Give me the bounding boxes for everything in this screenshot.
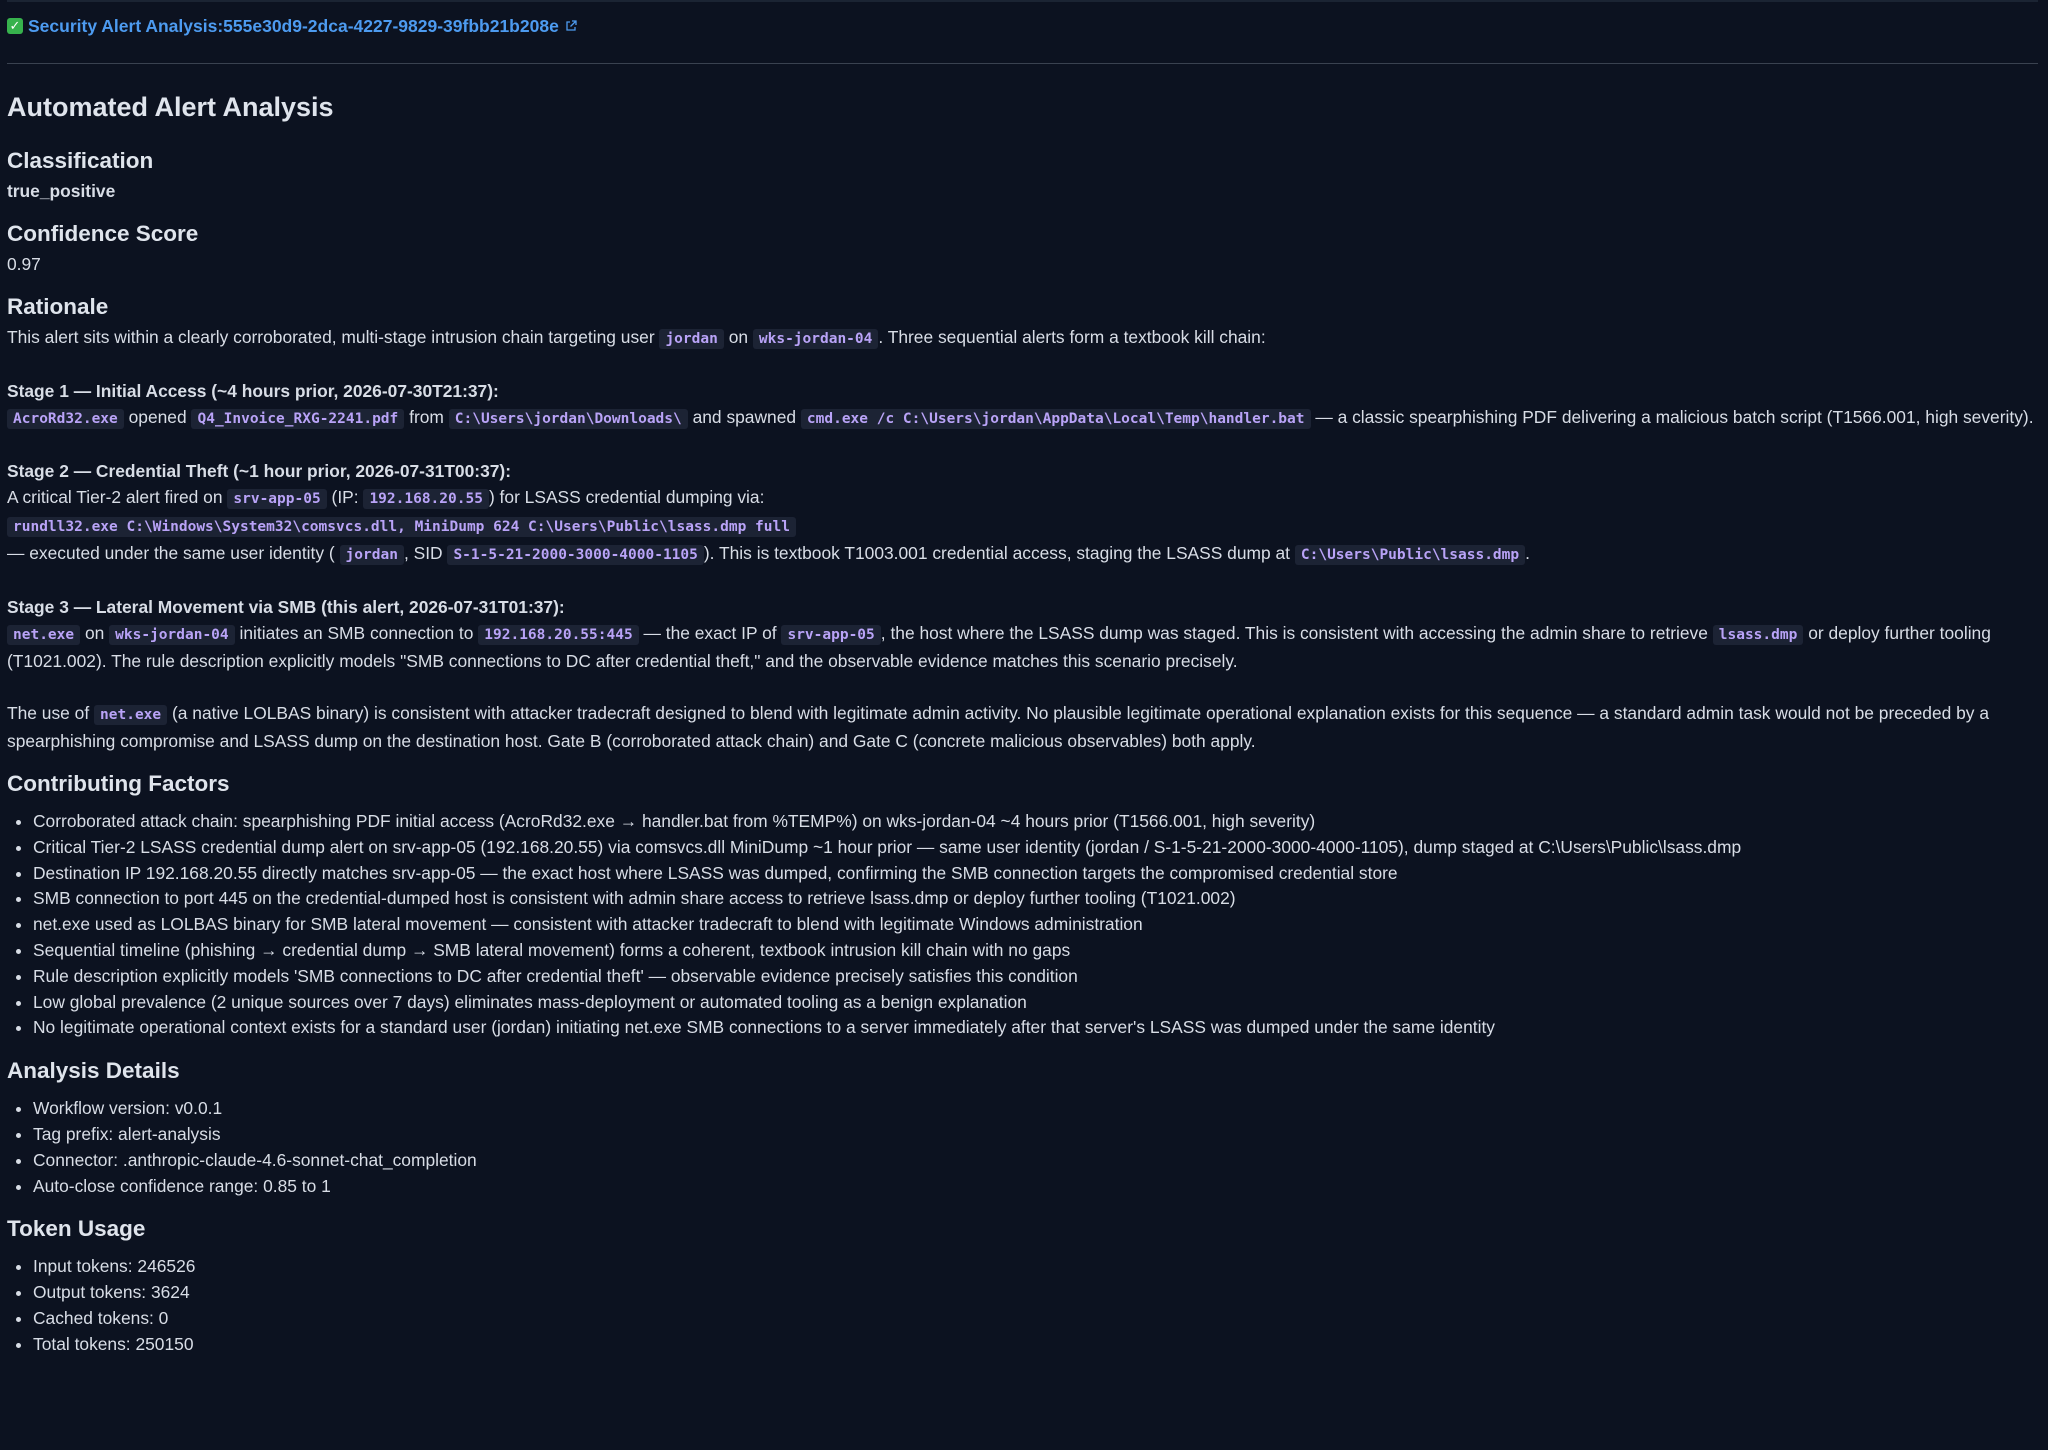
list-item: • net.exe used as LOLBAS binary for SMB lateral movement — consistent with attacker tradecraft to blend with legitimate Windows administration — [33, 912, 2038, 938]
factors-section — [7, 766, 2038, 1041]
stage-text: or deploy further tooling (T1021.002). The rule description explicitly models "SMB connections to DC after credential theft," and the observable evidence matches this scenario precisely. — [7, 623, 1991, 671]
rationale-heading: Rationale — [7, 294, 109, 319]
list-item: • No legitimate operational context exists for a standard user (jordan) initiating net.exe SMB connections to a server immediately after that server's LSASS was dumped under the same identity — [33, 1015, 2038, 1041]
alert-title-link[interactable]: Security Alert Analysis:555e30d9-2dca-4227-9829-39fbb21b208e — [28, 15, 559, 36]
list-item: • Connector: .anthropic-claude-4.6-sonnet-chat_completion — [33, 1148, 2038, 1174]
stage2-paragraph — [7, 458, 2038, 568]
list-item: • Low global prevalence (2 unique sources over 7 days) eliminates mass-deployment or automated tooling as a benign explanation — [33, 990, 2038, 1016]
inline-code: wks-jordan-04 — [753, 329, 879, 349]
closing-paragraph — [7, 700, 2038, 754]
stage3-paragraph — [7, 594, 2038, 674]
stage-text: — the exact IP of — [643, 623, 777, 643]
inline-code: C:\Users\Public\lsass.dmp — [1295, 545, 1525, 565]
intro-text: on — [728, 327, 749, 347]
inline-code: jordan — [340, 545, 404, 565]
details-list — [7, 1096, 2038, 1199]
list-item: • Sequential timeline (phishing → credential dump → SMB lateral movement) forms a coherent, textbook intrusion kill chain with no gaps — [33, 938, 2038, 964]
stage-text: initiates an SMB connection to — [239, 623, 474, 643]
inline-code: lsass.dmp — [1713, 625, 1804, 645]
stage3-title: Stage 3 — Lateral Movement via SMB (this alert, 2026-07-31T01:37): — [7, 597, 565, 617]
stage-text: on — [84, 623, 105, 643]
tokens-section — [7, 1211, 2038, 1357]
stage-text: A critical Tier-2 alert fired on — [7, 487, 223, 507]
inline-code: S-1-5-21-2000-3000-4000-1105 — [447, 545, 703, 565]
inline-code: cmd.exe /c C:\Users\jordan\AppData\Local\Temp\handler.bat — [801, 409, 1311, 429]
list-item: • Destination IP 192.168.20.55 directly matches srv-app-05 — the exact host where LSASS was dumped, confirming the SMB connection targets the compromised credential store — [33, 861, 2038, 887]
list-item: • Corroborated attack chain: spearphishing PDF initial access (AcroRd32.exe → handler.bat from %TEMP%) on wks-jordan-04 ~4 hours prior (T1566.001, high severity) — [33, 809, 2038, 835]
tokens-heading: Token Usage — [7, 1216, 146, 1242]
rationale-intro — [7, 324, 2038, 352]
stage-text: (IP: — [331, 487, 359, 507]
confidence-section — [7, 216, 2038, 277]
list-item: • Cached tokens: 0 — [33, 1306, 2038, 1332]
intro-text: . Three sequential alerts form a textbook kill chain: — [878, 327, 1266, 347]
confidence-value: 0.97 — [7, 254, 41, 274]
stage2-title: Stage 2 — Credential Theft (~1 hour prior, 2026-07-31T00:37): — [7, 461, 511, 481]
list-item: • Total tokens: 250150 — [33, 1332, 2038, 1358]
classification-section — [7, 143, 2038, 204]
list-item: • Auto-close confidence range: 0.85 to 1 — [33, 1174, 2038, 1200]
list-item: • Rule description explicitly models 'SMB connections to DC after credential theft' — observable evidence precisely satisfies this condition — [33, 964, 2038, 990]
stage-text: from — [409, 407, 444, 427]
classification-heading: Classification — [7, 148, 154, 173]
details-section — [7, 1053, 2038, 1199]
details-heading: Analysis Details — [7, 1058, 180, 1084]
classification-value: true_positive — [7, 181, 116, 201]
page-title: Automated Alert Analysis — [7, 92, 334, 122]
factors-list — [7, 809, 2038, 1041]
external-link-icon[interactable] — [565, 16, 577, 37]
stage-text: and spawned — [692, 407, 797, 427]
stage-text: opened — [128, 407, 187, 427]
closing-text: The use of — [7, 703, 90, 723]
inline-code: net.exe — [94, 705, 167, 725]
list-item: • Input tokens: 246526 — [33, 1254, 2038, 1280]
list-item: • Output tokens: 3624 — [33, 1280, 2038, 1306]
list-item: • Workflow version: v0.0.1 — [33, 1096, 2038, 1122]
inline-code: 192.168.20.55:445 — [478, 625, 638, 645]
list-item: • Tag prefix: alert-analysis — [33, 1122, 2038, 1148]
inline-code: C:\Users\jordan\Downloads\ — [449, 409, 688, 429]
header-bar — [7, 0, 2038, 50]
inline-code: srv-app-05 — [781, 625, 880, 645]
stage-text: ). This is textbook T1003.001 credential access, staging the LSASS dump at — [703, 543, 1291, 563]
tokens-list — [7, 1254, 2038, 1357]
stage-text: , SID — [403, 543, 443, 563]
stage1-paragraph — [7, 378, 2038, 432]
inline-code: AcroRd32.exe — [7, 409, 124, 429]
inline-code: jordan — [659, 329, 723, 349]
check-icon: ✓ — [7, 18, 23, 34]
stage-text: ) for LSASS credential dumping via: — [488, 487, 765, 507]
inline-code: Q4_Invoice_RXG-2241.pdf — [191, 409, 404, 429]
rationale-section — [7, 289, 2038, 754]
list-item: • Critical Tier-2 LSASS credential dump alert on srv-app-05 (192.168.20.55) via comsvcs.dll MiniDump ~1 hour prior — same user identity (jordan / S-1-5-21-2000-3000-4000-1105), dump staged at C:\Users\Public\lsass.dmp — [33, 835, 2038, 861]
stage1-title: Stage 1 — Initial Access (~4 hours prior, 2026-07-30T21:37): — [7, 381, 499, 401]
closing-text: (a native LOLBAS binary) is consistent with attacker tradecraft designed to blend with legitimate admin activity. No plausible legitimate operational explanation exists for this sequence — a standard admin task would not be preceded by a spearphishing compromise and LSASS dump on the destination host. Gate B (corroborated attack chain) and Gate C (concrete malicious observables) both apply. — [7, 703, 1990, 751]
list-item: • SMB connection to port 445 on the credential-dumped host is consistent with admin share access to retrieve lsass.dmp or deploy further tooling (T1021.002) — [33, 886, 2038, 912]
factors-heading: Contributing Factors — [7, 771, 230, 796]
inline-code: net.exe — [7, 625, 80, 645]
stage-text: . — [1525, 543, 1530, 563]
inline-code: rundll32.exe C:\Windows\System32\comsvcs.dll, MiniDump 624 C:\Users\Public\lsass.dmp full — [7, 517, 796, 537]
stage-text: , the host where the LSASS dump was staged. This is consistent with accessing the admin share to retrieve — [880, 623, 1708, 643]
inline-code: srv-app-05 — [227, 489, 326, 509]
inline-code: 192.168.20.55 — [363, 489, 489, 509]
stage-text: — executed under the same user identity ( — [7, 543, 335, 563]
stage-text: — a classic spearphishing PDF delivering a malicious batch script (T1566.001, high severity). — [1315, 407, 2034, 427]
intro-text: This alert sits within a clearly corroborated, multi-stage intrusion chain targeting user — [7, 327, 655, 347]
confidence-heading: Confidence Score — [7, 221, 199, 246]
inline-code: wks-jordan-04 — [109, 625, 235, 645]
